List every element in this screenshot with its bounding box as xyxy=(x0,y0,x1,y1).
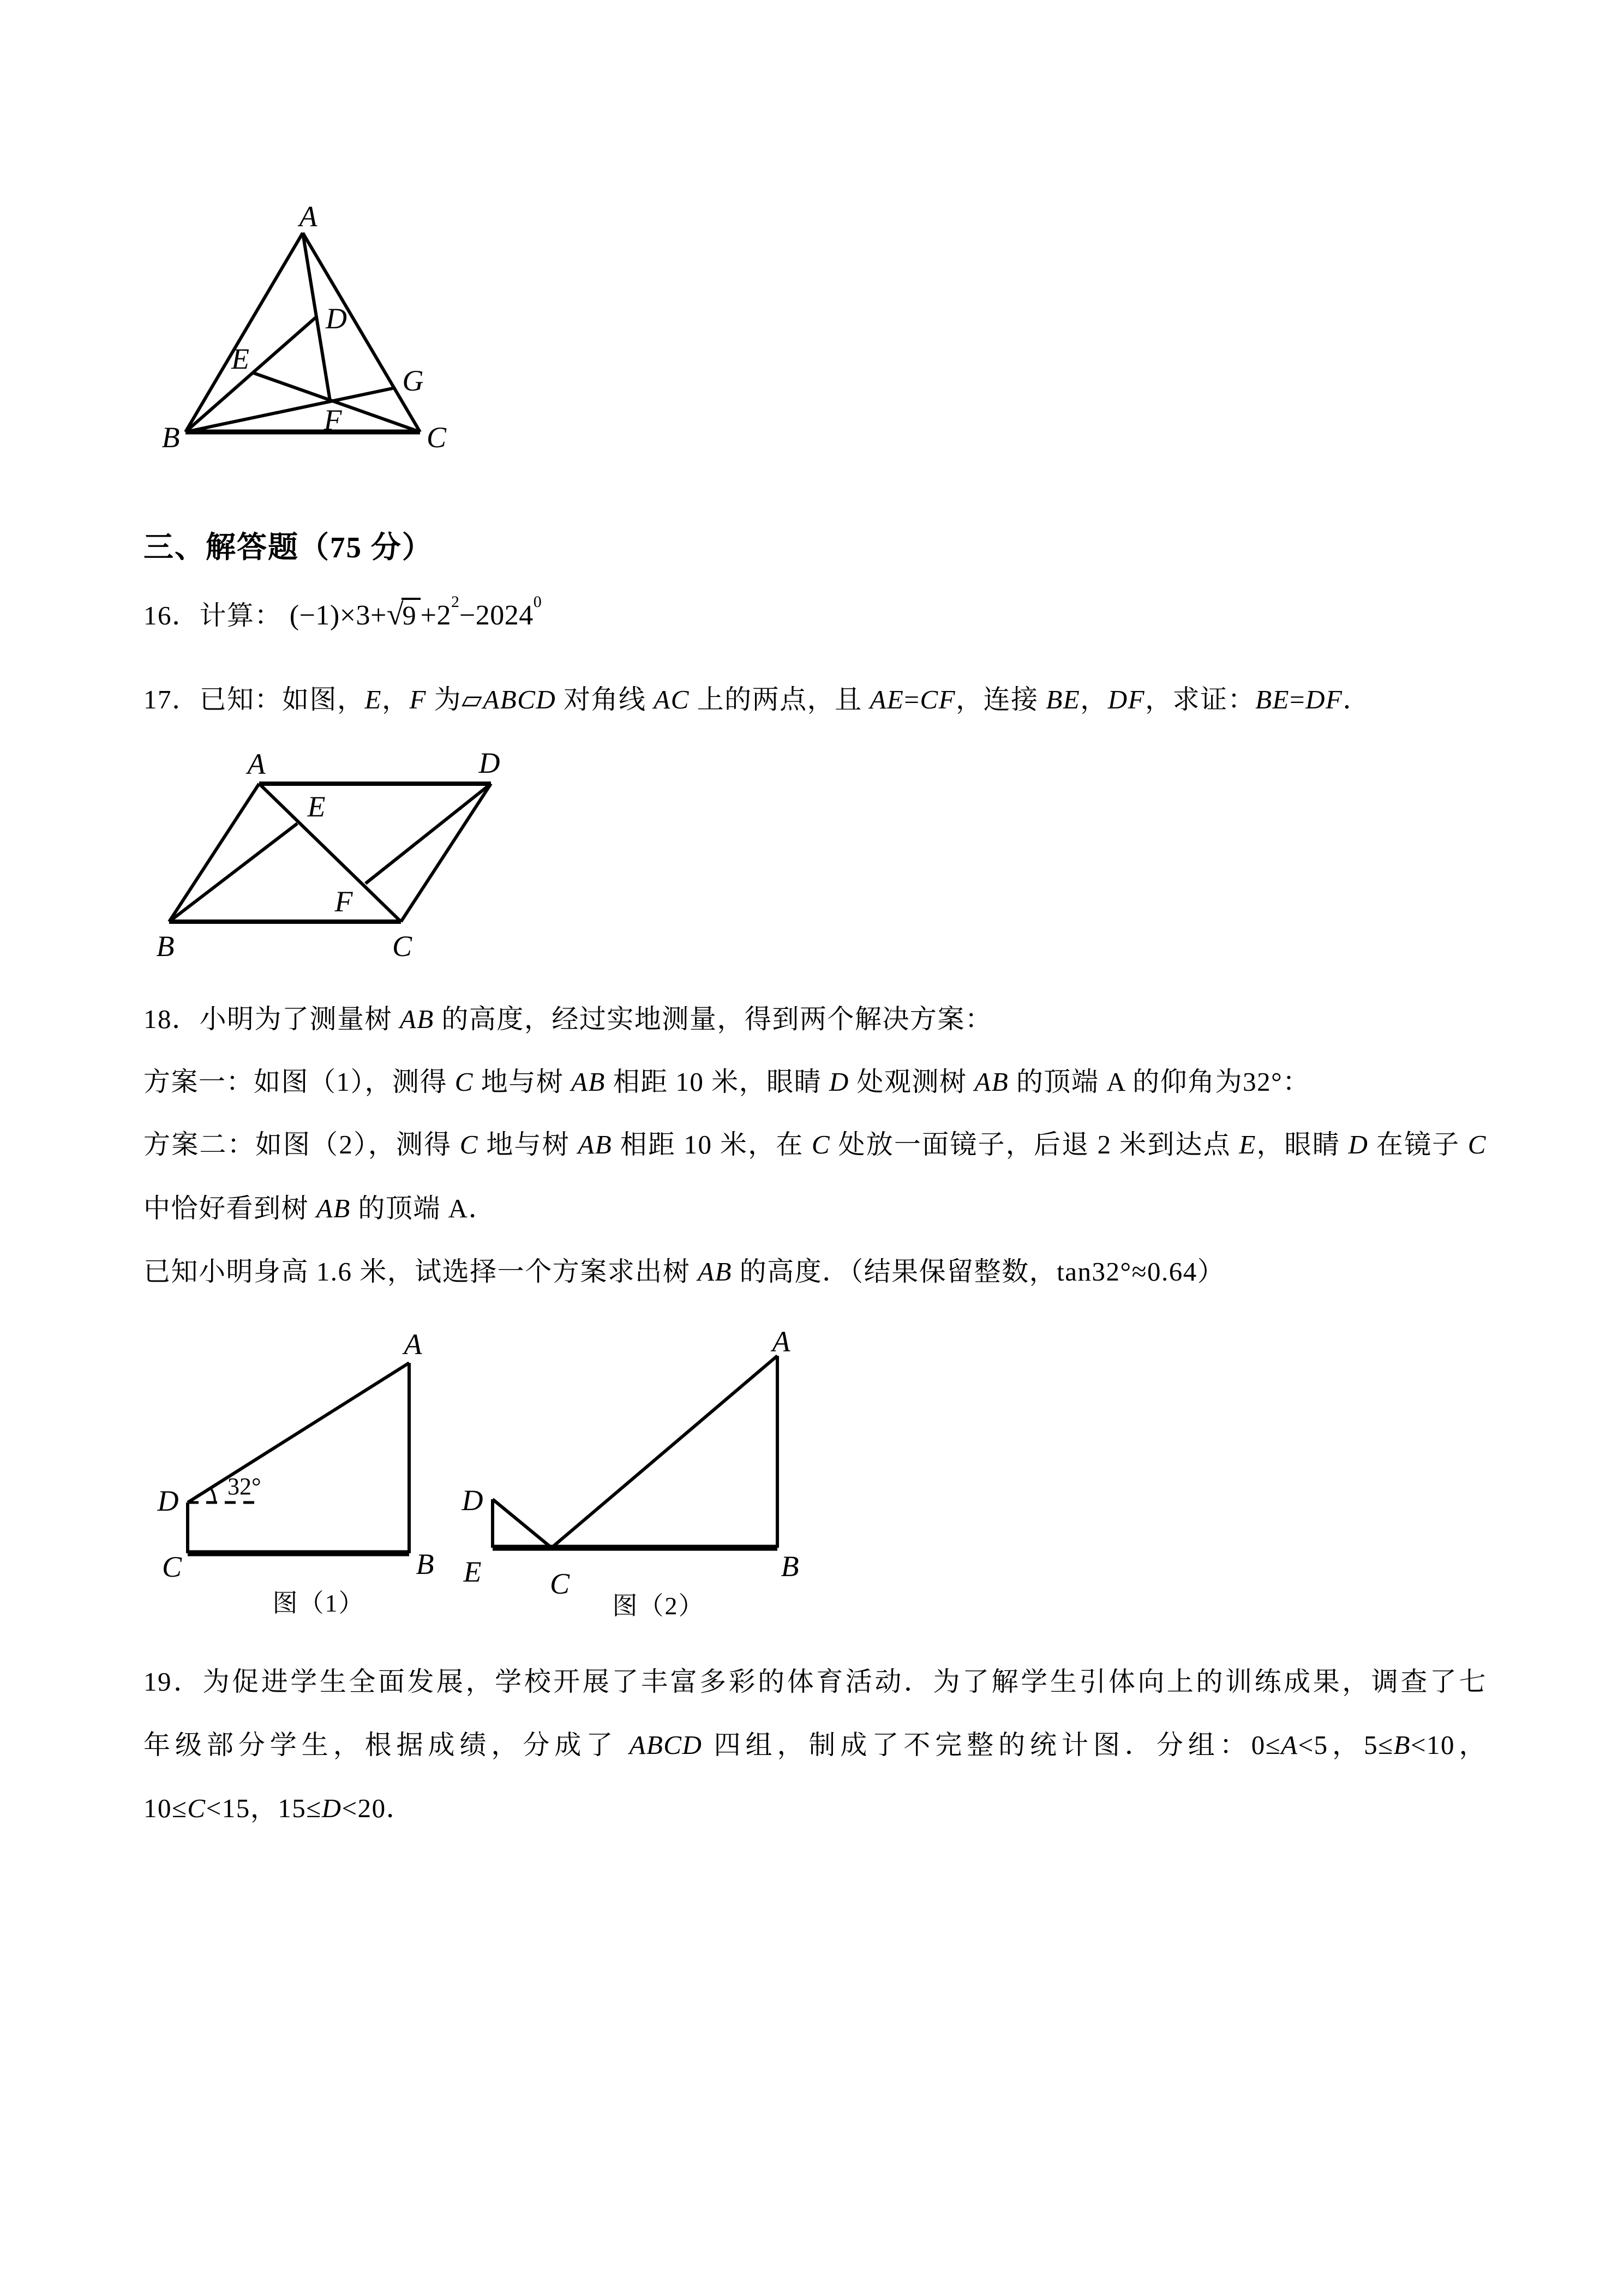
figure-1-caption: 图（1） xyxy=(272,1589,365,1617)
segment-ca xyxy=(552,1356,777,1548)
vertex-label-d: D xyxy=(478,747,500,779)
problem-17-text: 17．已知：如图，E，F 为▱ABCD 对角线 AC 上的两点，且 AE=CF，连接 BE，DF，求证：BE=DF． xyxy=(143,684,1370,714)
point-label-f: F xyxy=(334,885,353,918)
figure-15-triangle xyxy=(161,202,458,472)
edge-cd xyxy=(401,784,491,922)
diagonal-ac xyxy=(259,784,401,922)
vertex-label-a: A xyxy=(404,1328,422,1361)
angle-value: 32° xyxy=(227,1473,261,1500)
parallelogram-edges xyxy=(169,784,491,922)
vertex-label-c: C xyxy=(392,930,412,963)
section-header: 三、解答题（75 分） xyxy=(143,531,433,564)
point-label-d: D xyxy=(462,1484,483,1517)
vertex-label-c: C xyxy=(426,421,447,454)
figure-2-caption: 图（2） xyxy=(612,1592,705,1620)
vertex-label-f: F xyxy=(323,404,342,436)
edge-ab xyxy=(169,784,259,922)
problem-19-line1: 19．为促进学生全面发展，学校开展了丰富多彩的体育活动．为了解学生引体向上的训练成果，调查了七 xyxy=(143,1667,1487,1697)
vertex-label-e: E xyxy=(231,342,249,375)
problem-18-plan2: 方案二：如图（2），测得 C 地与树 AB 相距 10 米，在 C 处放一面镜子，后退 2 米到达点 E，眼睛 D 在镜子 C xyxy=(143,1129,1487,1159)
segment-df xyxy=(365,784,491,883)
point-label-e: E xyxy=(307,790,326,823)
vertex-label-a: A xyxy=(772,1325,790,1358)
problem-18-known: 已知小明身高 1.6 米，试选择一个方案求出树 AB 的高度．（结果保留整数，tan32°≈0.64） xyxy=(143,1257,1225,1287)
vertex-label-b: B xyxy=(156,930,175,963)
vertex-label-a: A xyxy=(247,748,266,780)
vertex-label-g: G xyxy=(402,364,424,397)
segment-dc xyxy=(493,1499,552,1548)
vertex-label-b: B xyxy=(781,1550,799,1583)
figure-18-1 xyxy=(155,1328,453,1620)
vertex-label-a: A xyxy=(299,200,317,233)
problem-18-plan2-cont: 中恰好看到树 AB 的顶端 A． xyxy=(143,1193,496,1223)
vertex-label-d: D xyxy=(326,302,347,335)
edge-ab xyxy=(185,233,303,432)
vertex-label-c: C xyxy=(161,1550,182,1583)
triangle-edges xyxy=(185,233,420,432)
problem-19-line3: 10≤C<15，15≤D<20． xyxy=(143,1793,414,1823)
problem-19-line2: 年级部分学生，根据成绩，分成了 ABCD 四组，制成了不完整的统计图．分组：0≤A<5，5≤B<10， xyxy=(143,1730,1487,1760)
figure-17-parallelogram xyxy=(155,747,516,973)
vertex-label-b: B xyxy=(416,1548,434,1580)
problem-18-intro: 18．小明为了测量树 AB 的高度，经过实地测量，得到两个解决方案： xyxy=(143,1004,993,1034)
point-label-c: C xyxy=(549,1567,570,1600)
cevian-bd xyxy=(185,317,316,432)
figure-18-2 xyxy=(458,1325,818,1625)
point-label-e: E xyxy=(463,1555,482,1588)
vertex-label-d: D xyxy=(157,1484,179,1517)
angle-arc xyxy=(211,1488,215,1502)
edge-da xyxy=(188,1363,409,1502)
figure2-edges xyxy=(493,1356,777,1548)
figure1-edges xyxy=(188,1363,409,1553)
vertex-label-b: B xyxy=(161,421,180,454)
segment-be xyxy=(169,824,297,922)
problem-16-text: 16．计算： $(-1)\times 3+√9 +2^2-2024^0$ xyxy=(143,593,542,632)
problem-18-plan1: 方案一：如图（1），测得 C 地与树 AB 相距 10 米，眼睛 D 处观测树 AB 的顶端 A 的仰角为32°： xyxy=(143,1067,1310,1097)
